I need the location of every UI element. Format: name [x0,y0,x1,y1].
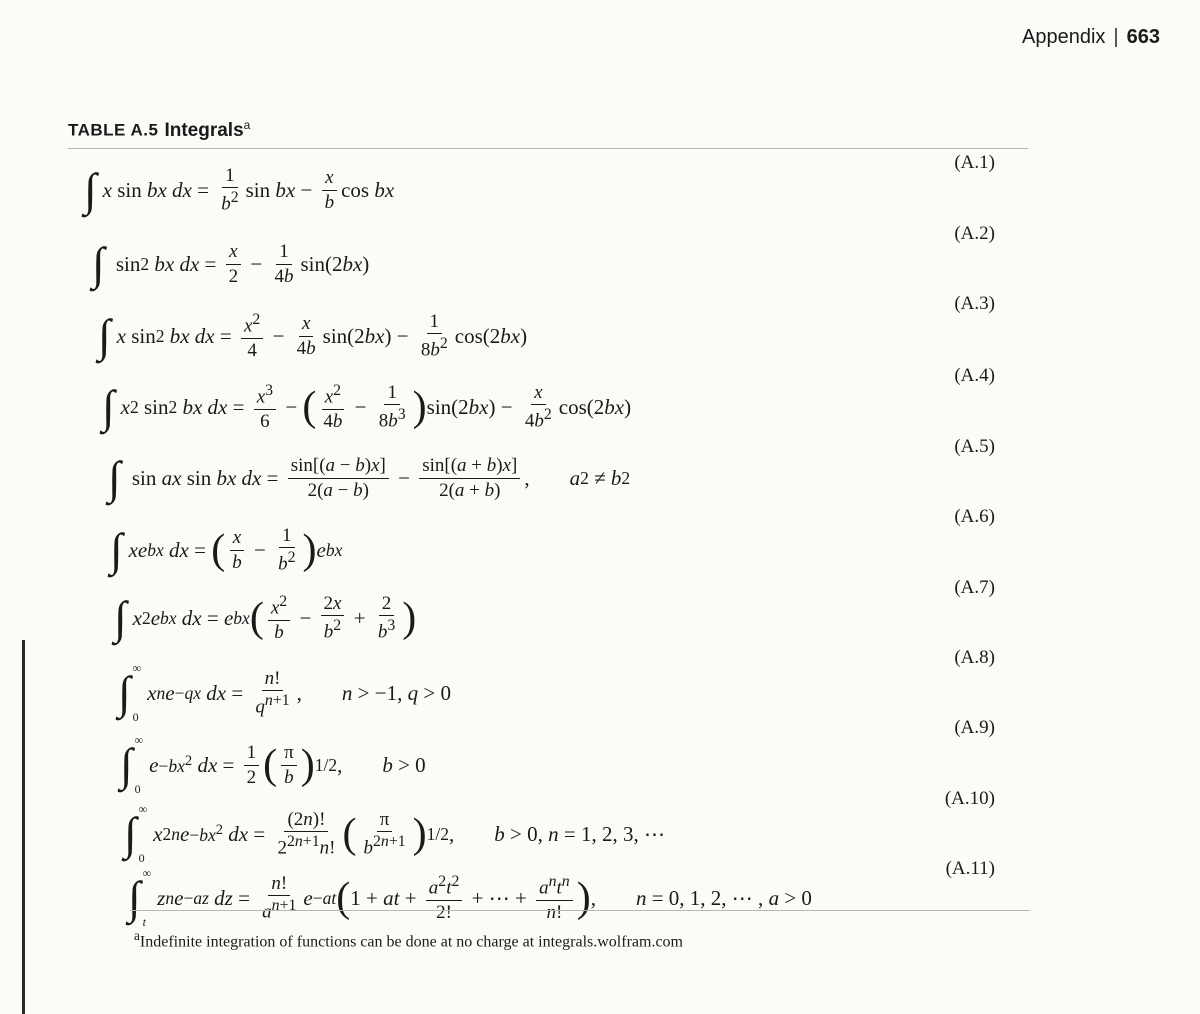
equation-a1: ∫ x sin bx dx = $\frac{1}{b^2}$ sin bx − $\frac{x}{b}$ cos bx [84,164,395,215]
eq-number-a1: (A.1) [954,152,995,173]
running-header [1022,26,1160,49]
equation-a6: ∫ xe bx dx = ( $\frac{x}{b}$ − $\frac{1}{b^2}$ ) e bx [110,524,343,575]
table-title [68,118,250,142]
page-number: 663 [1126,26,1160,48]
equation-a10: ∫ ∞ 0 x 2n e $-bx^2$ dx = $\frac{(2n)!}{2^{2n+1}n!}$ ( $\frac{\pi}{b^{2n+1}}$ ) 1/2 , b > 0, n = 1, 2, 3, ⋯ [124,802,665,865]
eq-number-a2: (A.2) [954,223,995,244]
table-footnote [134,928,683,951]
eq-number-a5: (A.5) [954,436,995,457]
eq-number-a11: (A.11) [945,858,995,879]
header-section: Appendix [1022,26,1106,48]
table-label: TABLE A.5 [68,120,159,140]
eq-number-a3: (A.3) [954,293,995,314]
equation-a7: ∫ x 2 e bx dx = e bx ( $\frac{x^2}{b}$ − $\frac{2x}{b^2}$ + $\frac{2}{b^3}$ ) [114,592,417,643]
eq-number-a6: (A.6) [954,506,995,527]
equation-a2: ∫ sin 2 bx dx = $\frac{x}{2}$ − $\frac{1}{4b}$ sin(2 bx ) [92,238,370,289]
equation-a5: ∫ sin ax sin bx dx = $\frac{\sin[(a - b)x]}{2(a - b)}$ − $\frac{\sin[(a + b)x]}{2(a + b)}$ , a 2 ≠ b 2 [108,452,631,503]
bottom-rule [130,910,1030,911]
footnote-text: Indefinite integration of functions can be done at no charge at integrals.wolfram.com [139,933,683,951]
equation-a8: ∫ ∞ 0 x n e −qx dx = $\frac{n!}{q^{n+1}}$ , n > −1, q > 0 [118,661,451,724]
table-name-footnote-marker: a [243,118,251,132]
eq-number-a9: (A.9) [954,717,995,738]
footnote-marker: a [134,928,140,943]
top-rule [68,148,1028,149]
equation-a9: ∫ ∞ 0 e $-bx^2$ dx = $\frac{1}{2}$ ( $\frac{\pi}{b}$ ) 1/2 , b > 0 [120,733,426,796]
equation-a11: ∫ ∞ t z n e −az dz = $\frac{n!}{a^{n+1}}$ e −at ( 1 + at + $\frac{a^2t^2}{2!}$ + ⋯ + $\frac{a^nt^n}{n!}$ ) , n = 0, 1, 2, ⋯ , a > 0 [128,866,812,929]
eq-number-a8: (A.8) [954,647,995,668]
page-edge [22,640,25,1014]
eq-number-a10: (A.10) [944,788,995,809]
table-name: Integrals [164,119,244,141]
eq-number-a4: (A.4) [954,365,995,386]
eq-number-a7: (A.7) [954,577,995,598]
equation-a4: ∫ x 2 sin 2 bx dx = $\frac{x^3}{6}$ − ( $\frac{x^2}{4b}$ − $\frac{1}{8b^3}$ ) sin(2 bx ) − $\frac{x}{4b^2}$ cos(2 bx ) [102,381,632,432]
equation-a3: ∫ x sin 2 bx dx = $\frac{x^2}{4}$ − $\frac{x}{4b}$ sin(2 bx ) − $\frac{1}{8b^2}$ cos(2 bx ) [98,310,528,361]
header-separator: | [1113,26,1119,48]
